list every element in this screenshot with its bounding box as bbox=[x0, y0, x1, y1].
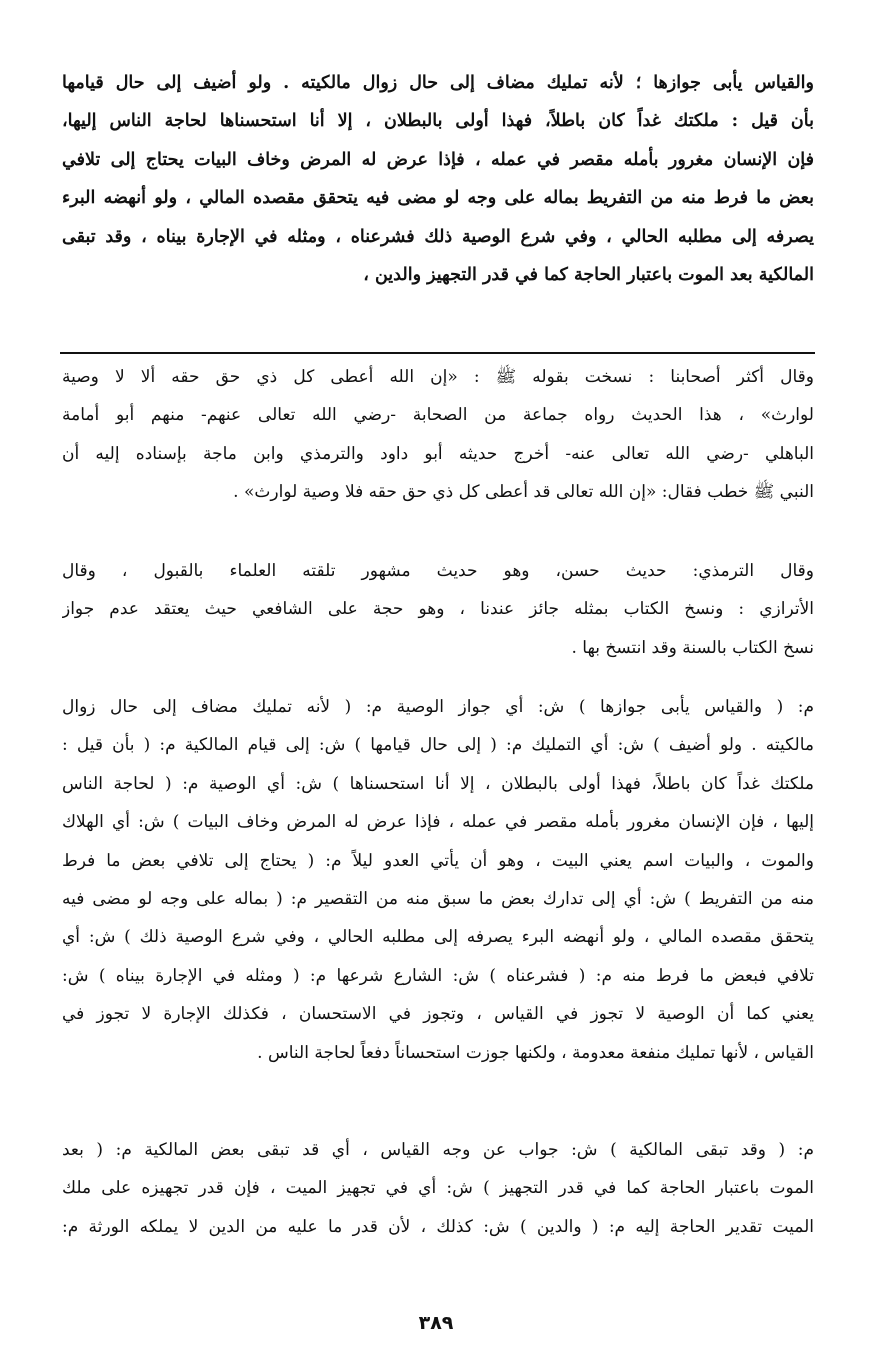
main-text-block bbox=[62, 64, 814, 294]
commentary-line: القياس ، لأنها تمليك منفعة معدومة ، ولكنها جوزت استحساناً دفعاً لحاجة الناس . bbox=[257, 1042, 814, 1063]
commentary-paragraph bbox=[62, 1131, 814, 1246]
commentary-line: الموت باعتبار الحاجة كما في قدر التجهيز ) ش: أي في تجهيز الميت ، فإن قدر تجهيزه على ملك bbox=[62, 1178, 814, 1199]
commentary-line: م: ( والقياس يأبى جوازها ) ش: أي جواز الوصية م: ( لأنه تمليك مضاف إلى حال زوال bbox=[62, 697, 814, 717]
commentary-line: يعني كما أن الوصية لا تجوز في القياس ، وتجوز في الاستحسان ، فكذلك الإجارة لا تجوز في bbox=[62, 1004, 814, 1025]
separator-rule bbox=[60, 352, 815, 354]
commentary-paragraph bbox=[62, 688, 814, 1072]
commentary-line: الباهلي -رضي الله تعالى عنه- أخرج حديثه أبو داود والترمذي وابن ماجة بإسناده إليه أن bbox=[62, 443, 814, 464]
commentary-line: الأترازي : ونسخ الكتاب بمثله جائز عندنا ، وهو حجة على الشافعي حيث يعتقد عدم جواز bbox=[62, 599, 814, 620]
commentary-line: ملكتك غداً كان باطلاً، فهذا أولى بالبطلان ، إلا أنا استحسناها ) ش: أي الوصية م: ( لحاجة الناس bbox=[62, 773, 814, 794]
commentary-line: تلافي فبعض ما فرط منه م: ( فشرعناه ) ش: الشارع شرعها م: ( ومثله في الإجارة بيناه ) ش: bbox=[62, 965, 814, 986]
main-text-line: بعض ما فرط منه من التفريط بماله على وجه لو مضى فيه يتحقق مقصده المالي ، ولو أنهضه البرء bbox=[62, 188, 814, 209]
commentary-line: وقال أكثر أصحابنا : نسخت بقوله ﷺ : «إن الله أعطى كل ذي حق حقه ألا لا وصية bbox=[62, 367, 814, 387]
main-text-line: والقياس يأبى جوازها ؛ لأنه تمليك مضاف إلى حال زوال مالكيته . ولو أضيف إلى حال قيامها bbox=[62, 73, 814, 93]
commentary-line: وقال الترمذي: حديث حسن، وهو حديث مشهور تلقته العلماء بالقبول ، وقال bbox=[62, 561, 814, 581]
commentary-line: الميت تقدير الحاجة إليه م: ( والدين ) ش: كذلك ، لأن قدر ما عليه من الدين لا يملكه الورثة م: bbox=[62, 1216, 814, 1237]
main-text-line: المالكية بعد الموت باعتبار الحاجة كما في قدر التجهيز والدين ، bbox=[363, 264, 814, 285]
page-number: ٣٨٩ bbox=[418, 1312, 454, 1334]
commentary-line: مالكيته . ولو أضيف ) ش: أي التمليك م: ( إلى حال قيامها ) ش: إلى قيام المالكية م: ( بأن قيل : bbox=[62, 735, 814, 756]
commentary-line: منه من التفريط ) ش: أي إلى تدارك بعض ما سبق منه من التقصير م: ( بماله على وجه لو مضى فيه bbox=[62, 888, 814, 909]
commentary-line: يتحقق مقصده المالي ، ولو أنهضه البرء يصرفه إلى مطلبه الحالي ، وفي شرع الوصية ذلك ) ش: أي bbox=[62, 927, 814, 948]
commentary-paragraph bbox=[62, 358, 814, 512]
commentary-line: لوارث» ، هذا الحديث رواه جماعة من الصحابة -رضي الله تعالى عنهم- منهم أبو أمامة bbox=[62, 405, 814, 426]
commentary-line: م: ( وقد تبقى المالكية ) ش: جواب عن وجه القياس ، أي قد تبقى بعض المالكية م: ( بعد bbox=[62, 1140, 814, 1160]
main-text-line: يصرفه إلى مطلبه الحالي ، وفي شرع الوصية ذلك فشرعناه ، ومثله في الإجارة بيناه ، وقد تبقى bbox=[62, 226, 814, 247]
commentary-line: والموت ، والبيات اسم يعني البيت ، وهو أن يأتي العدو ليلاً م: ( يحتاج إلى تلافي بعض ما فرط bbox=[62, 850, 814, 871]
commentary-line: إليها ، فإن الإنسان مغرور بأمله مقصر في عمله ، فإذا عرض له المرض وخاف البيات ) ش: أي الهلاك bbox=[62, 812, 814, 833]
commentary-line: النبي ﷺ خطب فقال: «إن الله تعالى قد أعطى كل ذي حق حقه فلا وصية لوارث» . bbox=[233, 482, 814, 503]
commentary-paragraph bbox=[62, 552, 814, 667]
main-text-line: بأن قيل : ملكتك غداً كان باطلاً، فهذا أولى بالبطلان ، إلا أنا استحسناها لحاجة الناس إليها، bbox=[62, 111, 814, 132]
main-text-line: فإن الإنسان مغرور بأمله مقصر في عمله ، فإذا عرض له المرض وخاف البيات يحتاج إلى تلافي bbox=[62, 149, 814, 170]
commentary-line: نسخ الكتاب بالسنة وقد انتسخ بها . bbox=[571, 637, 814, 658]
